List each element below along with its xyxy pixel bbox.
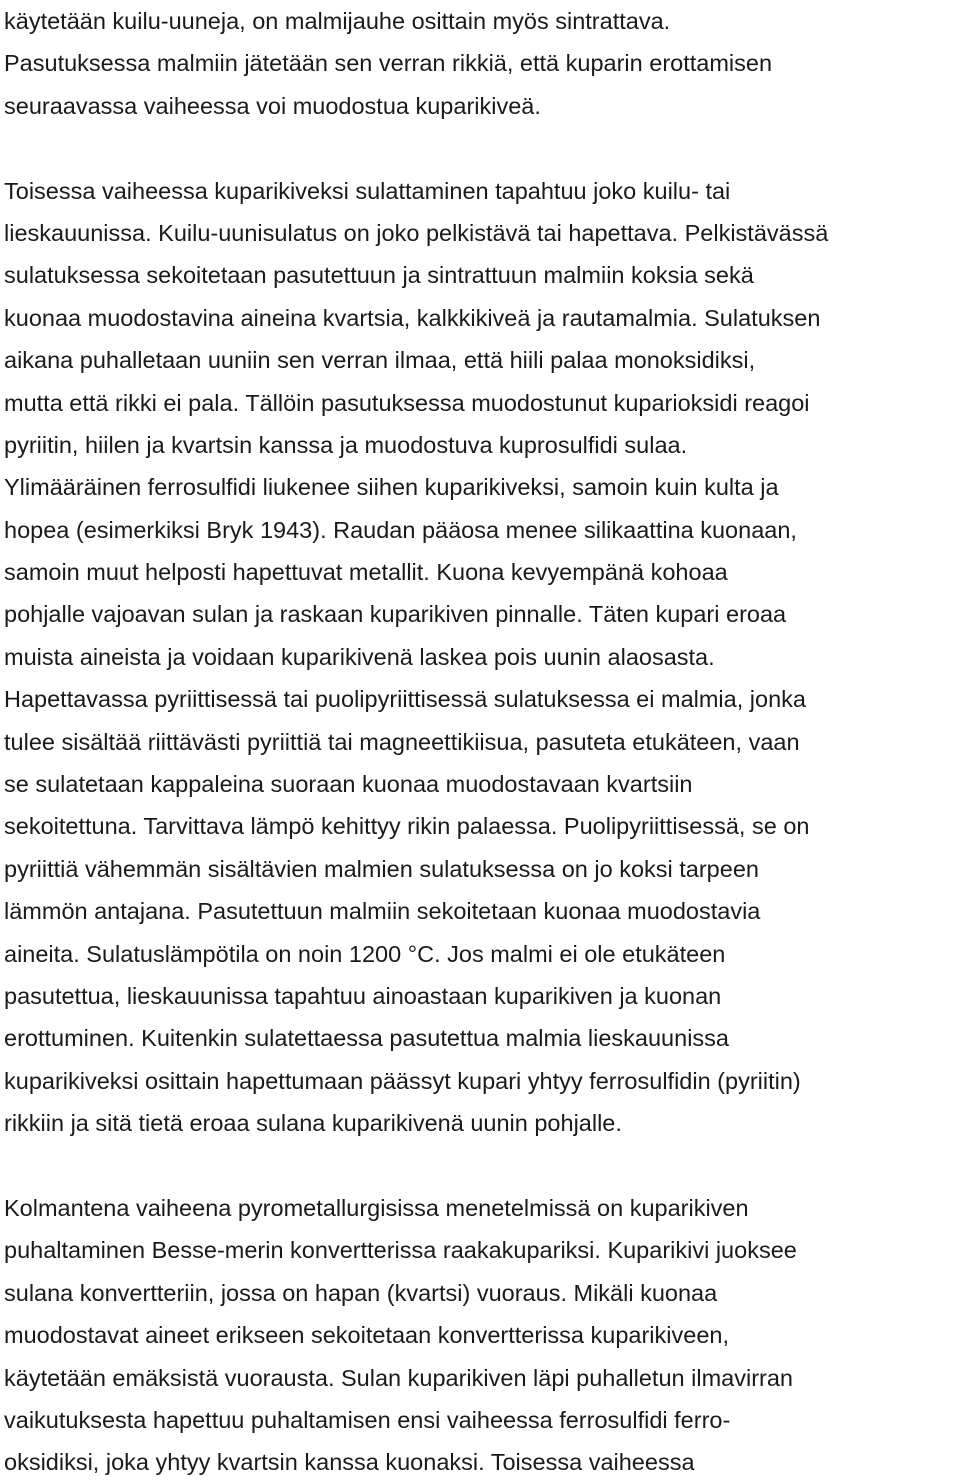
text-line: pyriittiä vähemmän sisältävien malmien sulatuksessa on jo koksi tarpeen — [4, 855, 759, 882]
text-line: Ylimääräinen ferrosulfidi liukenee siihen kuparikiveksi, samoin kuin kulta ja — [4, 474, 779, 501]
paragraph-2 — [4, 170, 960, 1145]
text-line: lämmön antajana. Pasutettuun malmiin sekoitetaan kuonaa muodostavia — [4, 898, 761, 925]
text-line: pyriitin, hiilen ja kvartsin kanssa ja muodostuva kuprosulfidi sulaa. — [4, 431, 688, 458]
paragraph-spacer — [4, 127, 960, 169]
paragraph-3 — [4, 1187, 960, 1484]
text-line: kuparikiveksi osittain hapettumaan päässyt kupari yhtyy ferrosulfidin (pyriitin) — [4, 1067, 801, 1094]
text-line: oksidiksi, joka yhtyy kvartsin kanssa kuonaksi. Toisessa vaiheessa — [4, 1449, 695, 1476]
text-line: Kolmantena vaiheena pyrometallurgisissa menetelmissä on kuparikiven — [4, 1194, 749, 1221]
text-line: se sulatetaan kappaleina suoraan kuonaa muodostavaan kvartsiin — [4, 771, 693, 798]
text-line: sekoitettuna. Tarvittava lämpö kehittyy rikin palaessa. Puolipyriittisessä, se on — [4, 813, 810, 840]
text-line: hopea (esimerkiksi Bryk 1943). Raudan pääosa menee silikaattina kuonaan, — [4, 516, 797, 543]
text-line: Toisessa vaiheessa kuparikiveksi sulattaminen tapahtuu joko kuilu- tai — [4, 177, 731, 204]
text-line: pohjalle vajoavan sulan ja raskaan kuparikiven pinnalle. Täten kupari eroaa — [4, 601, 787, 628]
text-line: Hapettavassa pyriittisessä tai puolipyriittisessä sulatuksessa ei malmia, jonka — [4, 686, 806, 713]
text-line: kuonaa muodostavina aineina kvartsia, kalkkikiveä ja rautamalmia. Sulatuksen — [4, 304, 821, 331]
text-line: muodostavat aineet erikseen sekoitetaan konvertterissa kuparikiveen, — [4, 1322, 729, 1349]
text-line: vaikutuksesta hapettuu puhaltamisen ensi vaiheessa ferrosulfidi ferro- — [4, 1406, 731, 1433]
text-line: erottuminen. Kuitenkin sulatettaessa pasutettua malmia lieskauunissa — [4, 1025, 729, 1052]
text-line: mutta että rikki ei pala. Tällöin pasutuksessa muodostunut kuparioksidi reagoi — [4, 389, 810, 416]
text-line: rikkiin ja sitä tietä eroaa sulana kuparikivenä uunin pohjalle. — [4, 1110, 622, 1137]
text-line: samoin muut helposti hapettuvat metallit. Kuona kevyempänä kohoaa — [4, 559, 728, 586]
text-line: sulatuksessa sekoitetaan pasutettuun ja sintrattuun malmiin koksia sekä — [4, 262, 754, 289]
text-line: pasutettua, lieskauunissa tapahtuu ainoastaan kuparikiven ja kuonan — [4, 982, 722, 1009]
text-line: lieskauunissa. Kuilu-uunisulatus on joko pelkistävä tai hapettava. Pelkistävässä — [4, 219, 829, 246]
text-line: seuraavassa vaiheessa voi muodostua kuparikiveä. — [4, 92, 541, 119]
text-line: muista aineista ja voidaan kuparikivenä laskea pois uunin alaosasta. — [4, 643, 715, 670]
text-line: käytetään emäksistä vuorausta. Sulan kuparikiven läpi puhalletun ilmavirran — [4, 1364, 793, 1391]
text-line: sulana konvertteriin, jossa on hapan (kvartsi) vuoraus. Mikäli kuonaa — [4, 1279, 718, 1306]
text-line: tulee sisältää riittävästi pyriittiä tai magneettikiisua, pasuteta etukäteen, vaan — [4, 728, 800, 755]
text-line: käytetään kuilu-uuneja, on malmijauhe osittain myös sintrattava. — [4, 8, 671, 34]
text-line: puhaltaminen Besse-merin konvertterissa raakakupariksi. Kuparikivi juoksee — [4, 1237, 797, 1264]
paragraph-spacer — [4, 1145, 960, 1187]
text-line: aikana puhalletaan uuniin sen verran ilmaa, että hiili palaa monoksidiksi, — [4, 347, 756, 374]
text-line: aineita. Sulatuslämpötila on noin 1200 °C. Jos malmi ei ole etukäteen — [4, 940, 726, 967]
text-line: Pasutuksessa malmiin jätetään sen verran rikkiä, että kuparin erottamisen — [4, 50, 773, 77]
document-page — [4, 0, 960, 1484]
paragraph-1 — [4, 0, 960, 127]
